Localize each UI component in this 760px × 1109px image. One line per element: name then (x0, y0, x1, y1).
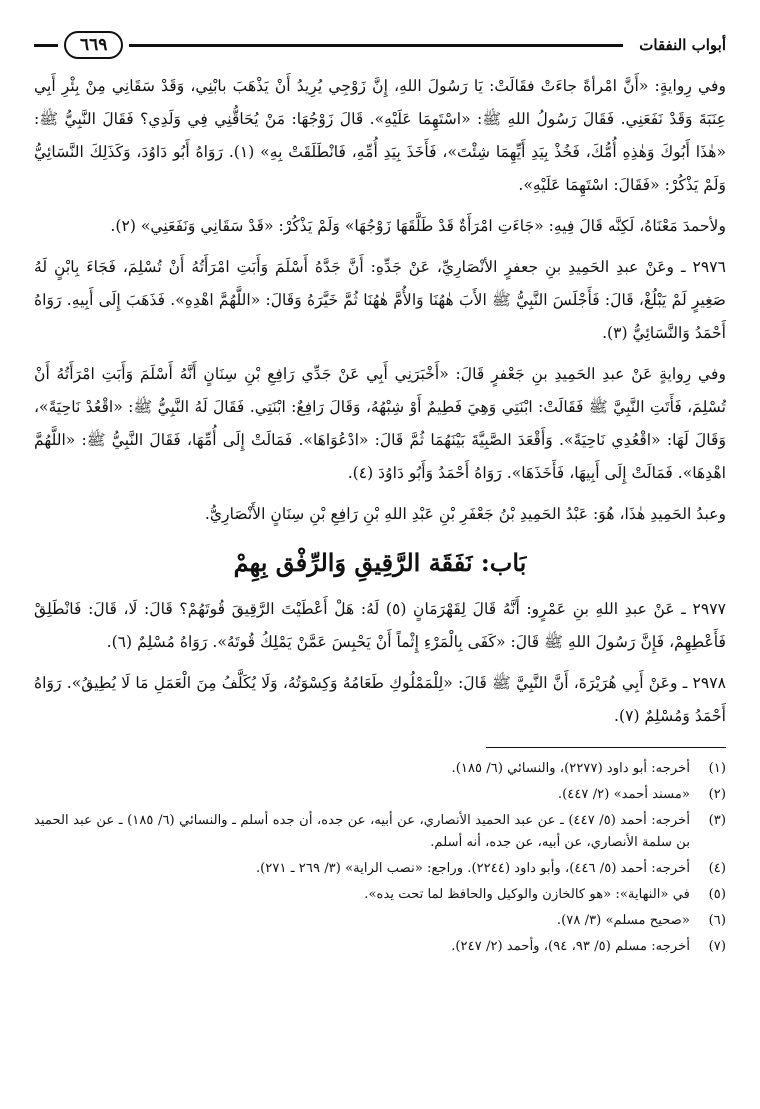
footnote (34, 858, 726, 880)
running-title: أبواب النفقات (639, 36, 726, 54)
footnote (34, 884, 726, 906)
footnote-text: أخرجه: مسلم (٥/ ٩٣، ٩٤)، وأحمد (٢/ ٢٤٧). (451, 939, 690, 954)
footnote-mark: (٤) (708, 861, 726, 876)
footnote-mark: (١) (708, 761, 726, 776)
footnote-text: أخرجه: أحمد (٥/ ٤٤٦)، وأبو داود (٢٢٤٤). وراجع: «نصب الراية» (٣/ ٢٦٩ ـ ٢٧١). (255, 861, 690, 876)
text-paragraph: وفي رِوايةٍ عَنْ عبدِ الحَمِيدِ بنِ جَعْفرٍ قَالَ: «أَخْبَرَنِي أَبِي عَنْ جَدِّي رَافِعِ بْنِ سِنَانٍ أَنَّهُ أَسْلَمَ وَأَبَتِ امْرَأَتُهُ أَنْ تُسْلِمَ، فَأَتَتِ النَّبِيَّ ﷺ فَقَالَتْ: ابْنَتِي وَهِيَ فَطِيمٌ أَوْ شِبْهُهُ، وَقَالَ رَافِعٌ: ابْنَتِي. فَقَالَ لَهُ النَّبِيُّ ﷺ: «اقْعُدْ نَاحِيَةً»، وَقَالَ لَهَا: «اقْعُدِي نَاحِيَةً». وَأَقْعَدَ الصَّبِيَّةَ بَيْنَهُمَا ثُمَّ قَالَ: «ادْعُوَاهَا». فَمَالَتْ إِلَى أُمِّهَا، فَقَالَ النَّبِيُّ ﷺ: «اللَّهُمَّ اهْدِهَا». فَمَالَتْ إِلَى أَبِيهَا، فَأَخَذَهَا». رَوَاهُ أَحْمَدُ وَأَبُو دَاوُدَ (٤). (34, 365, 726, 482)
footnote-text: في «النهاية»: «هو كالخازن والوكيل والحافظ لما تحت يده». (364, 887, 690, 902)
footnote-text: «صحيح مسلم» (٣/ ٧٨). (556, 913, 690, 928)
hadith-2976: ٢٩٧٦ ـ وعَنْ عبدِ الحَمِيدِ بنِ جعفرٍ الأنْصَارِيِّ، عَنْ جَدِّهِ: أَنَّ جَدَّهُ أَسْلَمَ وَأَبَتِ امْرَأَتُهُ أَنْ تُسْلِمَ، فَجَاءَ بِابْنٍ لَهُ صَغِيرٍ لَمْ يَبْلُغْ، قَالَ: فَأَجْلَسَ النَّبِيُّ ﷺ الأَبَ هٰهُنَا وَالأُمَّ هٰهُنَا ثُمَّ خَيَّرَهُ وَقَالَ: «اللَّهُمَّ اهْدِهِ». فَذَهَبَ إِلَى أَبِيهِ. رَوَاهُ أَحْمَدُ وَالنَّسَائِيُّ (٣). (34, 258, 726, 342)
footnote (34, 910, 726, 932)
text-paragraph: وعبدُ الحَمِيدِ هٰذَا، هُوَ: عَبْدُ الحَمِيدِ بْنُ جَعْفَرِ بْنِ عَبْدِ اللهِ بْنِ رَافِعِ بْنِ سِنَانٍ الأَنْصَارِيُّ. (204, 505, 726, 523)
footnote-mark: (٣) (708, 813, 726, 828)
footnote-mark: (٥) (708, 887, 726, 902)
footnote (34, 936, 726, 958)
footnote (34, 758, 726, 780)
page-number: ٦٦٩ (64, 31, 123, 59)
hadith-2978: ٢٩٧٨ ـ وعَنْ أَبِي هُرَيْرَةَ، أَنَّ النَّبِيَّ ﷺ قَالَ: «لِلْمَمْلُوكِ طَعَامُهُ وَكِسْوَتُهُ، وَلَا يُكَلَّفُ مِنَ الْعَمَلِ مَا لَا يُطِيقُ». رَوَاهُ أَحْمَدُ وَمُسْلِمٌ (٧). (34, 674, 726, 725)
footnote-text: أخرجه: أحمد (٥/ ٤٤٧) ـ عن عبد الحميد الأنصاري، عن أبيه، عن جده، أن جده أسلم ـ والنسائي (٦/ ١٨٥) ـ عن عبد الحميد بن سلمة الأنصاري، عن أبيه، عن جده، أنه أسلم. (34, 813, 690, 850)
section-heading: بَاب: نَفَقَة الرَّقِيقِ وَالرِّفْق بِهِمْ (233, 548, 527, 577)
main-text (34, 70, 726, 733)
footnote-divider (486, 747, 726, 748)
footnote-mark: (٦) (708, 913, 726, 928)
footnote-text: «مسند أحمد» (٢/ ٤٤٧). (557, 787, 690, 802)
text-paragraph: وفي رِوايةٍ: «أَنَّ امْرأةً جاءَتْ فقَالَتْ: يَا رَسُولَ اللهِ، إِنَّ زَوْجِي يُرِيدُ أَنْ يَذْهَبَ بابْنِي، وَقَدْ سَقَانِي مِنْ بِئْرِ أَبِي عِنَبَةَ وَقَدْ نَفَعَنِي. فَقَالَ رَسُولُ اللهِ ﷺ: «اسْتَهِمَا عَلَيْهِ». قَالَ زَوْجُهَا: مَنْ يُحَاقُّنِي فِي وَلَدِي؟ فَقَالَ النَّبِيُّ ﷺ: «هٰذَا أَبُوكَ وَهٰذِهِ أُمُّكَ، فَخُذْ بِيَدِ أَيِّهِمَا شِئْتَ»، فَأَخَذَ بِيَدِ أُمِّهِ، فَانْطَلَقَتْ بِهِ» (١). رَوَاهُ أَبُو دَاوُدَ، وَكَذَلِكَ النَّسَائِيُّ وَلَمْ يَذْكُرْ: «فَقَالَ: اسْتَهِمَا عَلَيْهِ». (34, 77, 726, 194)
footnotes (34, 758, 726, 958)
page-header (34, 28, 726, 62)
footnote-mark: (٧) (708, 939, 726, 954)
footnote (34, 784, 726, 806)
footnote-mark: (٢) (708, 787, 726, 802)
header-rule (129, 44, 623, 47)
footnote (34, 810, 726, 854)
footnote-text: أخرجه: أبو داود (٢٢٧٧)، والنسائي (٦/ ١٨٥). (451, 761, 690, 776)
text-paragraph: ولأحمدَ مَعْنَاهُ، لَكِنَّه قَالَ فِيهِ: «جَاءَتِ امْرَأَةٌ قَدْ طَلَّقَهَا زَوْجُهَا» وَلَمْ يَذْكُرْ: «قَدْ سَقَانِي وَنَفَعَنِي» (٢). (110, 217, 726, 235)
header-rule-end (34, 44, 58, 47)
hadith-2977: ٢٩٧٧ ـ عَنْ عبدِ اللهِ بنِ عَمْرٍو: أَنَّهُ قَالَ لِقَهْرَمَانٍ (٥) لَهُ: هَلْ أَعْطَيْتَ الرَّقِيقَ قُوتَهُمْ؟ قَالَ: لَا، قَالَ: فَانْطَلِقْ فَأَعْطِهِمْ، فَإِنَّ رَسُولَ اللهِ ﷺ قَالَ: «كَفَى بِالْمَرْءِ إِثْماً أَنْ يَحْبِسَ عَمَّنْ يَمْلِكُ قُوتَهُ». رَوَاهُ مُسْلِمٌ (٦). (34, 600, 727, 651)
